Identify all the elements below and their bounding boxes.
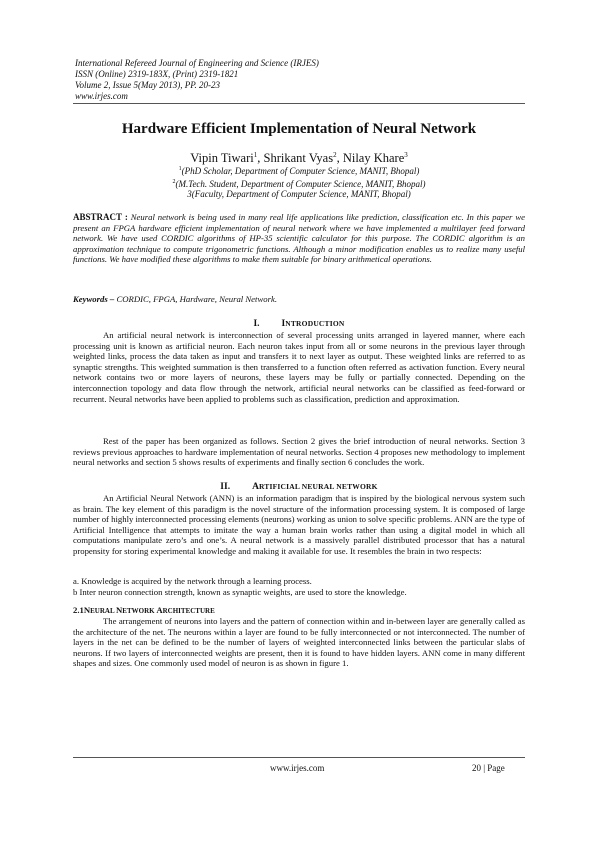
- section-title-initial: A: [252, 482, 259, 492]
- author-name: Shrikant Vyas: [263, 151, 334, 166]
- affiliation-sup: 1: [178, 166, 182, 172]
- affiliation-list: [73, 164, 525, 200]
- section-number: II.: [220, 482, 231, 492]
- subsection-title-part: N: [116, 605, 123, 615]
- section-title-rest: RTIFICIAL NEURAL NETWORK: [258, 482, 378, 491]
- footer-rule: [73, 757, 525, 758]
- author-sup: 1: [253, 151, 258, 159]
- subsection-title-part: N: [83, 605, 91, 615]
- affiliation-text: (M.Tech. Student, Department of Computer Science, MANIT, Bhopal): [175, 178, 426, 189]
- section-title-rest: NTRODUCTION: [285, 319, 345, 328]
- subsection-title-part: RCHITECTURE: [162, 607, 215, 615]
- keywords: [73, 294, 525, 305]
- section-heading-introduction: [73, 318, 525, 330]
- list-item: a. Knowledge is acquired by the network through a learning process.: [73, 576, 312, 586]
- abstract: [73, 212, 525, 265]
- journal-header: [75, 58, 319, 102]
- section-heading-ann: [73, 481, 525, 493]
- section-number: I.: [253, 319, 260, 329]
- affiliation-line: [73, 177, 525, 190]
- author-sup: 3: [404, 151, 408, 159]
- paragraph: The arrangement of neurons into layers and the pattern of connection within and in-between layer are generally called as the architecture of the net. The neurons within a layer are found to be fully interconnected or not interconnected. The number of layers in the net can be defined to be the number of layers of weighted interconnected links between the particular slabs of neurons. If two layers of interconnected weights are present, then it is found to have hidden layers. ANN come in many different shapes and sizes. One commonly used model of neuron is as shown in figure 1.: [73, 616, 525, 669]
- journal-issn: ISSN (Online) 2319-183X, (Print) 2319-1821: [75, 69, 239, 79]
- subsection-heading: [73, 605, 525, 616]
- page-number: 20 | Page: [472, 763, 505, 773]
- affiliation-line: [73, 189, 525, 200]
- author-name: Vipin Tiwari: [190, 151, 254, 166]
- affiliation-text: (PhD Scholar, Department of Computer Science, MANIT, Bhopal): [181, 166, 420, 176]
- journal-name: International Refereed Journal of Engineering and Science (IRJES): [75, 58, 319, 68]
- header-rule: [73, 103, 525, 104]
- keywords-text: CORDIC, FPGA, Hardware, Neural Network.: [116, 294, 277, 304]
- journal-url[interactable]: www.irjes.com: [75, 91, 128, 101]
- journal-volume: Volume 2, Issue 5(May 2013), PP. 20-23: [75, 80, 221, 90]
- footer-url[interactable]: www.irjes.com: [270, 763, 325, 773]
- author-sep: ,: [257, 151, 264, 166]
- paragraph: Rest of the paper has been organized as follows. Section 2 gives the brief introduction of neural networks. Section 3 reviews previous approaches to hardware implementation of neural networks. Section 4 proposes new methodology to implement neural networks and section 5 shows results of experiments and finally section 6 concludes the work.: [73, 436, 525, 468]
- list-item: b Inter neuron connection strength, known as synaptic weights, are used to store the knowledge.: [73, 587, 407, 597]
- paragraph: An artificial neural network is interconnection of several processing units arranged in layered manner, where each processing unit is known as artificial neuron. Each neuron takes input from all or some neurons in the previous layer through weighted links, process the data taken as input and transfers it to next layer as output. These weighted links are referred to as synaptic strengths. This weighted summation is then transferred to a function often referred as activation function. Every neural network contains two or more layers of neurons, these layers may be fully or partially connected. Depending on the interconnection topology and data flow through the network, artificial neural networks can be classified as feed-forward or recurrent. Neural networks have been applied to problems such as classification, prediction and approximation.: [73, 330, 525, 404]
- subsection-title-part: A: [156, 605, 163, 615]
- abstract-label: ABSTRACT :: [73, 212, 128, 222]
- paper-title: Hardware Efficient Implementation of Neural Network: [121, 121, 477, 137]
- paragraph: An Artificial Neural Network (ANN) is an information paradigm that is inspired by the biological nervous system such as brain. The key element of this paradigm is the novel structure of the information processing system. It is composed of large number of highly interconnected processing elements (neurons) working as union to solve specific problems. ANN are the type of Artificial Intelligence that attempts to imitate the way a human brain works rather than using a digital model in which all computations manipulate zero’s and one’s. A neural network is a massively parallel distributed processor that has a natural propensity for storing experimental knowledge and making it available for use. It resembles the brain in two respects:: [73, 493, 525, 556]
- subsection-title-part: EURAL: [90, 607, 117, 615]
- author-name: Nilay Khare: [342, 151, 405, 166]
- author-sep: ,: [336, 151, 343, 166]
- section-title-initial: I: [281, 319, 286, 329]
- subsection-title-part: ETWORK: [122, 607, 157, 615]
- affiliation-text: 3(Faculty, Department of Computer Science, MANIT, Bhopal): [187, 189, 411, 199]
- subsection-number: 2.1: [73, 605, 84, 615]
- author-sup: 2: [333, 151, 337, 159]
- abstract-text: Neural network is being used in many real life applications like prediction, classification etc. In this paper we present an FPGA hardware efficient implementation of neural network where we have implemented a multilayer feed forward network. We have used CORDIC algorithms of HP-35 scientific calculator for this purpose. The CORDIC algorithm is an approximation technique to compute trigonometric functions. Although a minor modification enables us to realize many useful functions. We have modified these algorithms to make them suitable for binary arithmetical operations.: [73, 212, 525, 265]
- affiliation-line: [73, 164, 525, 177]
- affiliation-sup: 2: [172, 178, 176, 185]
- keywords-label: Keywords –: [73, 294, 115, 304]
